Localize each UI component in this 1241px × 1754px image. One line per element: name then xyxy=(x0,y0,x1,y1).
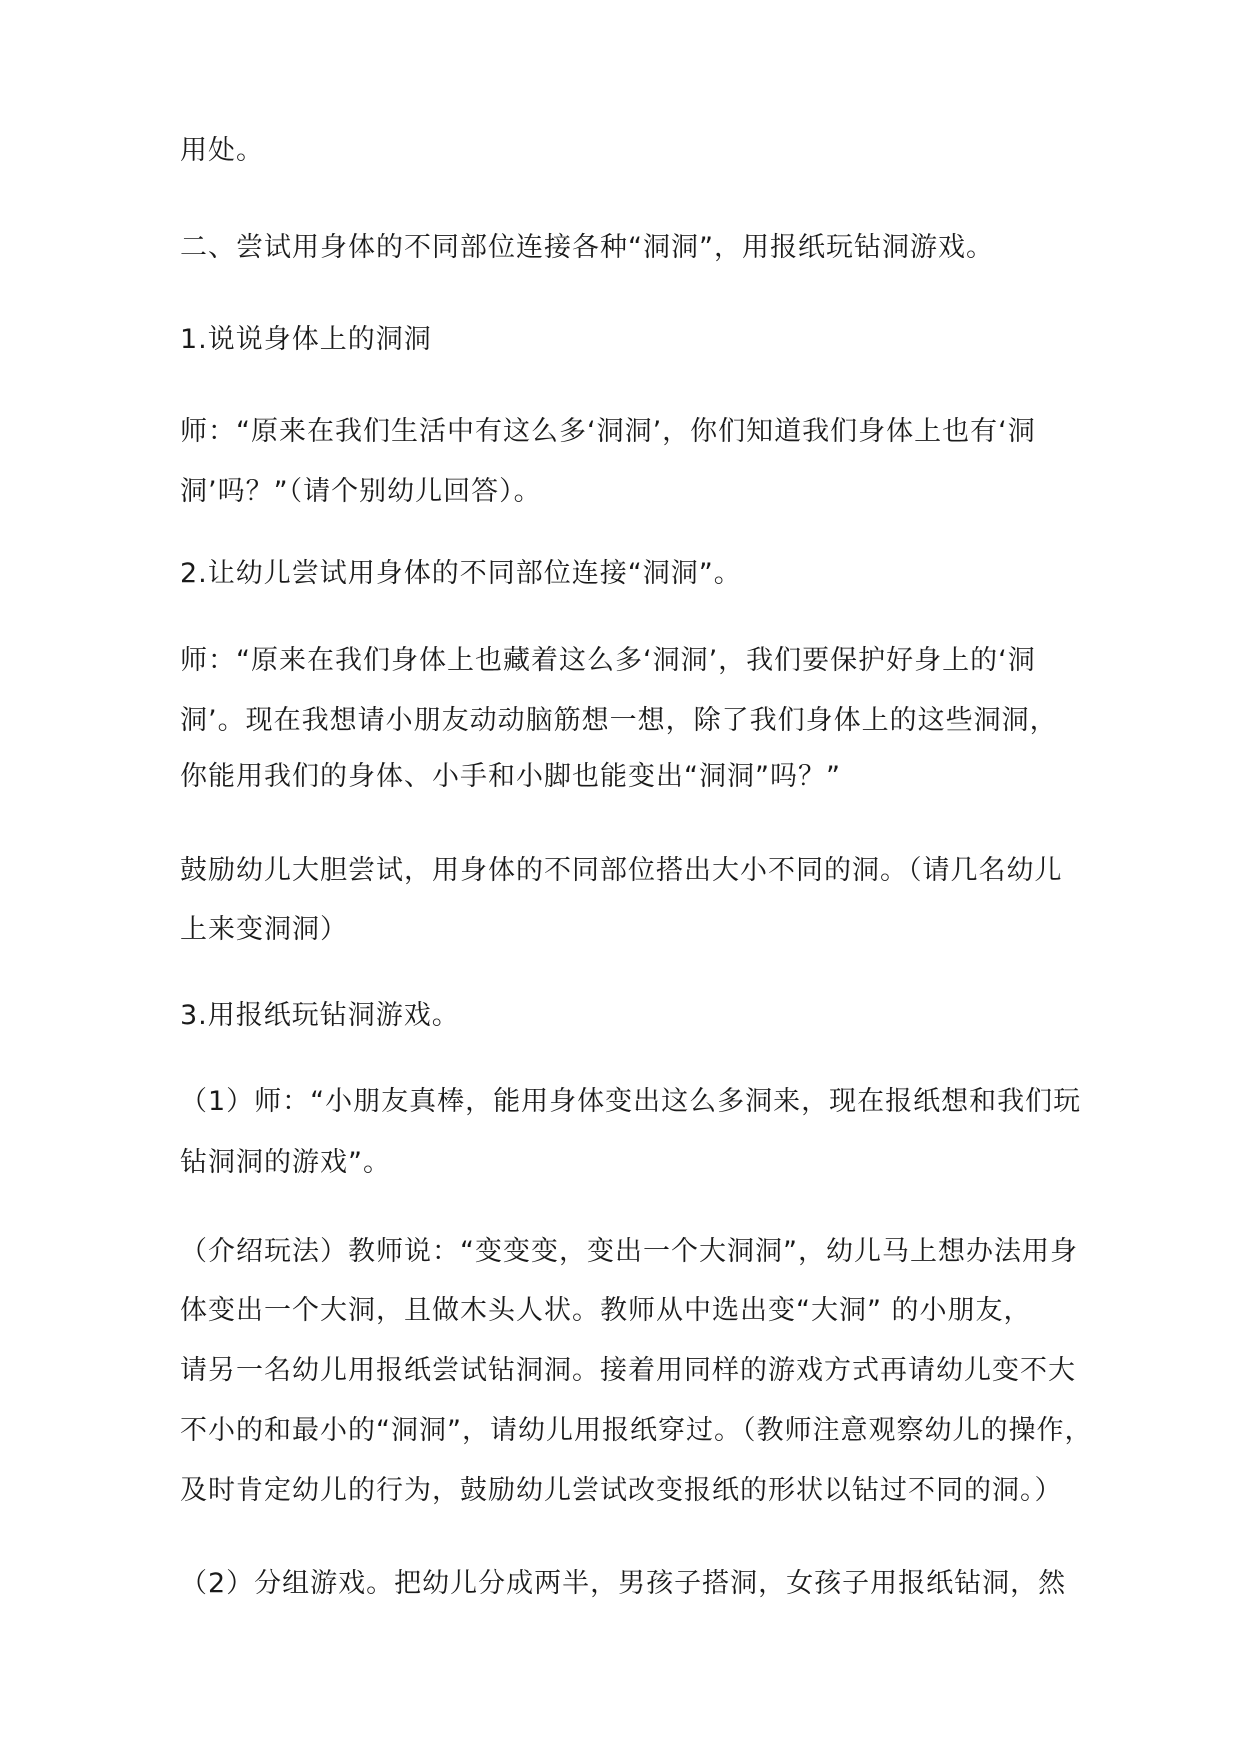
paragraph-line: 洞’。现在我想请小朋友动动脑筋想一想，除了我们身体上的这些洞洞， xyxy=(180,705,1058,736)
step-heading-1: 1.说说身体上的洞洞 xyxy=(180,324,432,355)
paragraph-line: 钻洞洞的游戏”。 xyxy=(180,1147,391,1178)
paragraph-line: （介绍玩法）教师说：“变变变，变出一个大洞洞”，幼儿马上想办法用身 xyxy=(180,1236,1078,1267)
paragraph-line: 你能用我们的身体、小手和小脚也能变出“洞洞”吗？” xyxy=(180,761,841,792)
paragraph-line: （1）师：“小朋友真棒，能用身体变出这么多洞来，现在报纸想和我们玩 xyxy=(180,1086,1082,1117)
paragraph-line: 不小的和最小的“洞洞”，请幼儿用报纸穿过。（教师注意观察幼儿的操作， xyxy=(180,1415,1093,1446)
paragraph-line: 师：“原来在我们生活中有这么多‘洞洞’，你们知道我们身体上也有‘洞 xyxy=(180,416,1036,447)
section-heading-2: 二、尝试用身体的不同部位连接各种“洞洞”，用报纸玩钻洞游戏。 xyxy=(180,232,994,263)
paragraph-line: 及时肯定幼儿的行为，鼓励幼儿尝试改变报纸的形状以钻过不同的洞。） xyxy=(180,1475,1063,1506)
paragraph-line: 鼓励幼儿大胆尝试，用身体的不同部位搭出大小不同的洞。（请几名幼儿 xyxy=(180,855,1063,886)
paragraph-line: 师：“原来在我们身体上也藏着这么多‘洞洞’，我们要保护好身上的‘洞 xyxy=(180,645,1036,676)
paragraph-line: 请另一名幼儿用报纸尝试钻洞洞。接着用同样的游戏方式再请幼儿变不大 xyxy=(180,1355,1076,1386)
step-heading-2: 2.让幼儿尝试用身体的不同部位连接“洞洞”。 xyxy=(180,558,742,589)
paragraph-line: （2）分组游戏。把幼儿分成两半，男孩子搭洞，女孩子用报纸钻洞，然 xyxy=(180,1568,1067,1599)
step-heading-3: 3.用报纸玩钻洞游戏。 xyxy=(180,1000,460,1031)
paragraph-line: 体变出一个大洞，且做木头人状。教师从中选出变“大洞” 的小朋友， xyxy=(180,1295,1032,1326)
paragraph-line: 洞’吗？”（请个别幼儿回答）。 xyxy=(180,476,542,507)
paragraph-line: 上来变洞洞） xyxy=(180,914,348,945)
text-line-continuation: 用处。 xyxy=(180,135,264,166)
